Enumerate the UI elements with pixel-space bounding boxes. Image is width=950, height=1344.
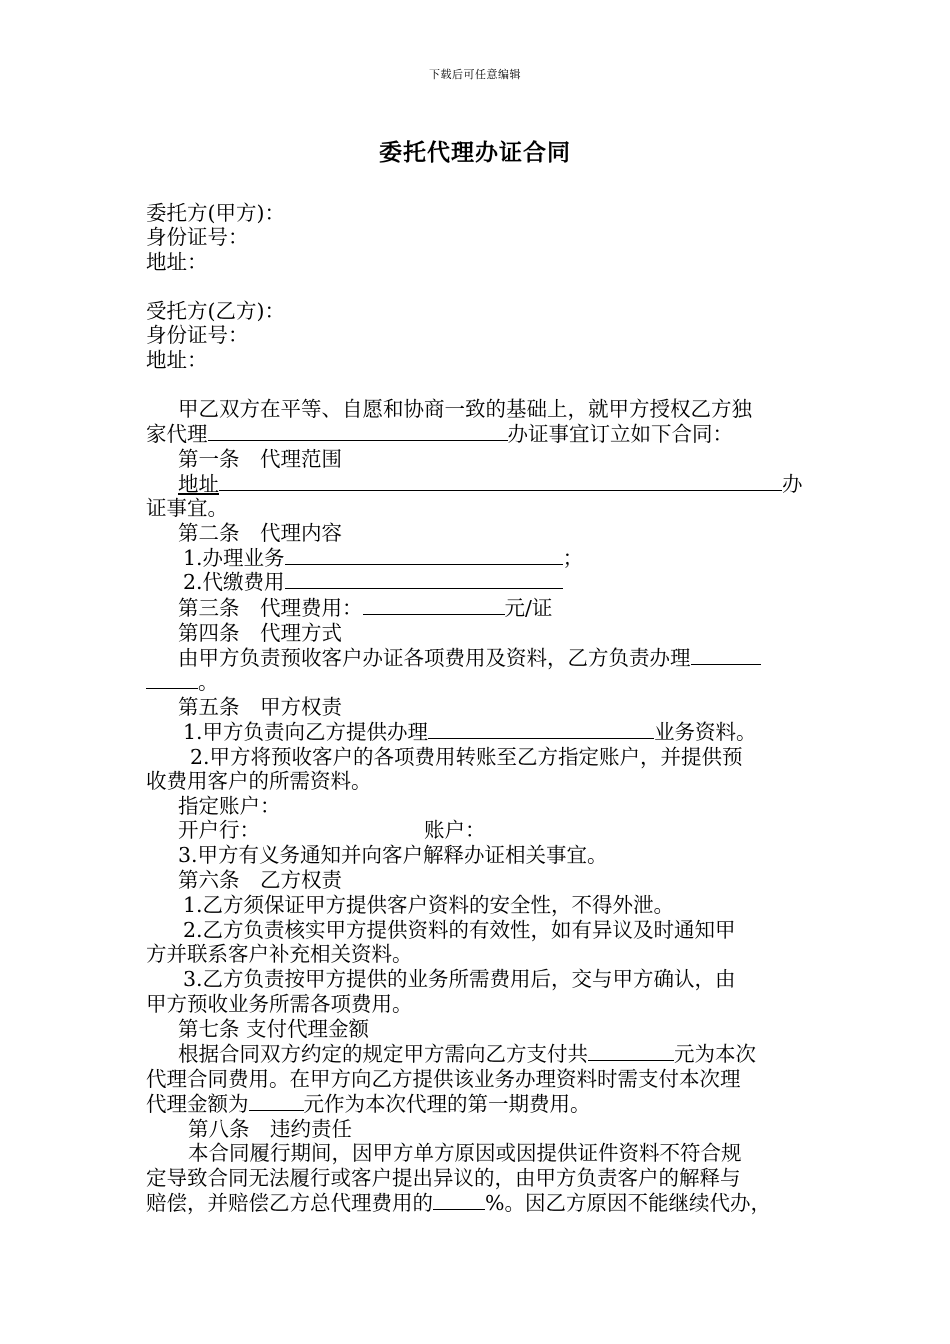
page-header: 下载后可任意编辑 xyxy=(429,68,521,81)
article-5-item-1 xyxy=(183,720,757,744)
article-6-heading: 第六条 乙方权责 xyxy=(178,868,342,892)
business-material-blank xyxy=(428,720,654,739)
article-5-item-2-line-1: 2.甲方将预收客户的各项费用转账至乙方指定账户，并提供预 xyxy=(190,745,743,769)
item-1-semicolon: ； xyxy=(562,546,584,570)
article-7-text-a: 根据合同双方约定的规定甲方需向乙方支付共 xyxy=(178,1042,588,1066)
article-4-blank-a xyxy=(691,646,761,665)
agent-party-label: 受托方(乙方)： xyxy=(146,299,285,323)
preamble-text-b: 办证事宜订立如下合同： xyxy=(507,422,733,446)
article-4-line-1 xyxy=(178,646,761,670)
article-1-line-2: 证事宜。 xyxy=(146,496,228,520)
fee-per-cert-blank xyxy=(363,596,505,615)
article-2-item-2 xyxy=(183,570,563,594)
article-7-line-2: 代理合同费用。在甲方向乙方提供该业务办理资料时需支付本次理 xyxy=(146,1067,741,1091)
fee-unit: 元/证 xyxy=(504,596,553,620)
article-5-item-1-tail: 业务资料。 xyxy=(654,720,757,744)
article-7-text-c: 代理金额为 xyxy=(146,1092,249,1116)
scope-text-ban: 办 xyxy=(782,472,803,496)
article-1-heading: 第一条 代理范围 xyxy=(178,447,342,471)
penalty-percent-blank xyxy=(433,1191,485,1210)
client-id-label: 身份证号： xyxy=(146,225,249,249)
article-6-item-3-line-1: 3.乙方负责按甲方提供的业务所需费用后，交与甲方确认，由 xyxy=(183,967,736,991)
article-2-heading: 第二条 代理内容 xyxy=(178,521,342,545)
agent-address-label: 地址： xyxy=(146,348,208,372)
client-address-label: 地址： xyxy=(146,250,208,274)
article-6-item-3-line-2: 甲方预收业务所需各项费用。 xyxy=(146,992,413,1016)
agency-matter-blank xyxy=(208,422,508,441)
handle-business-label: 1.办理业务 xyxy=(183,546,285,570)
article-4-heading: 第四条 代理方式 xyxy=(178,621,342,645)
article-3-line xyxy=(178,596,552,620)
article-6-item-2-line-2: 方并联系客户补充相关资料。 xyxy=(146,942,413,966)
total-amount-blank xyxy=(588,1042,674,1061)
account-label: 账户： xyxy=(424,818,486,842)
bank-label: 开户行： xyxy=(178,818,260,842)
scope-address-blank xyxy=(219,472,782,491)
document-title: 委托代理办证合同 xyxy=(379,139,571,166)
article-7-text-d: 元作为本次代理的第一期费用。 xyxy=(303,1092,591,1116)
designated-account-label: 指定账户： xyxy=(178,794,281,818)
scope-address-label: 地址 xyxy=(178,472,219,496)
article-6-item-2-line-1: 2.乙方负责核实甲方提供资料的有效性，如有异议及时通知甲 xyxy=(183,918,736,942)
article-8-text-b: %。因乙方原因不能继续代办， xyxy=(485,1191,771,1215)
article-8-line-1: 本合同履行期间，因甲方单方原因或因提供证件资料不符合规 xyxy=(188,1141,742,1165)
article-3-heading: 第三条 代理费用： xyxy=(178,596,363,620)
article-5-item-2-line-2: 收费用客户的所需资料。 xyxy=(146,769,372,793)
agent-id-label: 身份证号： xyxy=(146,323,249,347)
article-7-text-b: 元为本次 xyxy=(674,1042,756,1066)
article-4-text: 由甲方负责预收客户办证各项费用及资料，乙方负责办理 xyxy=(178,646,691,670)
article-8-heading: 第八条 违约责任 xyxy=(188,1117,352,1141)
article-7-line-3 xyxy=(146,1092,591,1116)
preamble-line-1: 甲乙双方在平等、自愿和协商一致的基础上，就甲方授权乙方独 xyxy=(178,397,752,421)
article-5-item-3: 3.甲方有义务通知并向客户解释办证相关事宜。 xyxy=(178,843,608,867)
article-8-line-3 xyxy=(146,1191,771,1215)
article-4-blank-b xyxy=(146,670,198,689)
article-7-heading: 第七条 支付代理金额 xyxy=(178,1017,370,1041)
article-8-line-2: 定导致合同无法履行或客户提出异议的，由甲方负责客户的解释与 xyxy=(146,1166,741,1190)
client-party-label: 委托方(甲方)： xyxy=(146,201,285,225)
preamble-text-a: 家代理 xyxy=(146,422,208,446)
article-7-line-1 xyxy=(178,1042,756,1066)
first-payment-blank xyxy=(249,1092,304,1111)
article-8-text-a: 赔偿，并赔偿乙方总代理费用的 xyxy=(146,1191,433,1215)
article-4-line-2 xyxy=(146,670,219,694)
pay-fees-blank xyxy=(285,570,563,589)
article-1-line-1 xyxy=(178,472,803,496)
article-4-period: 。 xyxy=(198,670,219,694)
pay-fees-label: 2.代缴费用 xyxy=(183,570,285,594)
article-6-item-1: 1.乙方须保证甲方提供客户资料的安全性，不得外泄。 xyxy=(183,893,675,917)
preamble-line-2 xyxy=(146,422,733,446)
article-5-heading: 第五条 甲方权责 xyxy=(178,695,342,719)
article-2-item-1 xyxy=(183,546,583,570)
article-5-item-1-text: 1.甲方负责向乙方提供办理 xyxy=(183,720,429,744)
handle-business-blank xyxy=(285,546,563,565)
